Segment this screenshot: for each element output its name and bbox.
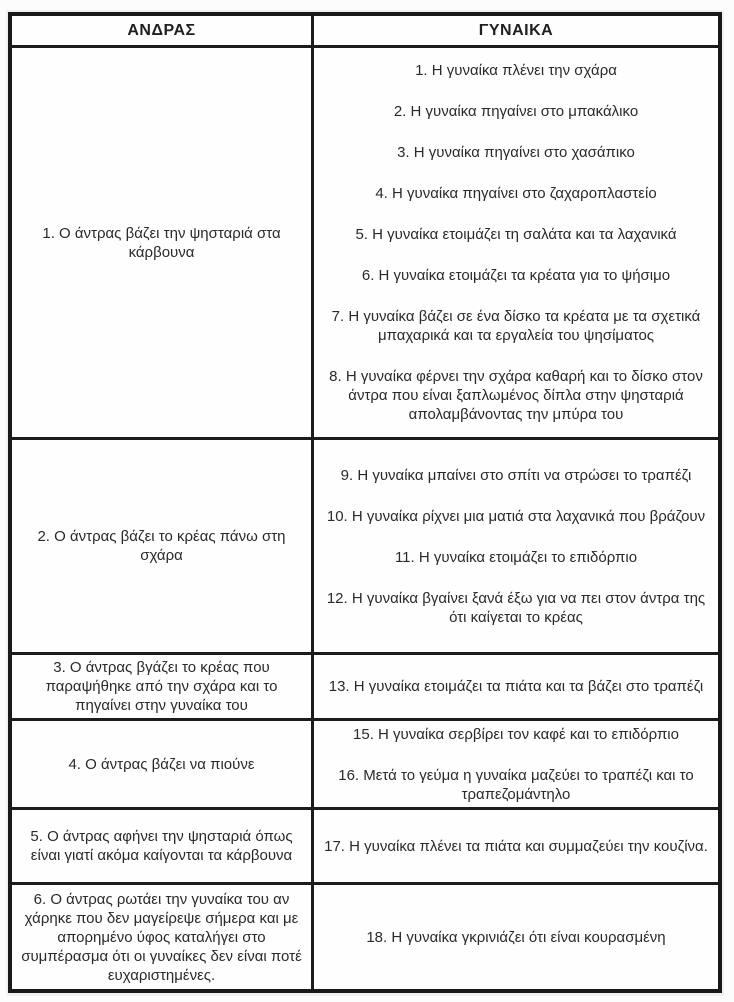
column-header-woman-label: ΓΥΝΑΙΚΑ (478, 21, 554, 39)
man-task-3: 3. Ο άντρας βγάζει το κρέας που παραψήθηκε από την σχάρα και το πηγαίνει στην γυναίκα του (45, 659, 278, 714)
man-cell-4 (12, 721, 314, 810)
woman-task-8: 8. Η γυναίκα φέρνει την σχάρα καθαρή και το δίσκο στον άντρα που είναι ξαπλωμένος δίπλα στην ψησταριά απολαμβάνοντας την μπύρα του (329, 368, 703, 423)
woman-task-11: 11. Η γυναίκα ετοιμάζει το επιδόρπιο (394, 548, 638, 566)
woman-cell-6 (314, 885, 718, 989)
woman-task-2: 2. Η γυναίκα πηγαίνει στο μπακάλικο (393, 103, 639, 120)
column-header-man-label: ΑΝΔΡΑΣ (127, 21, 196, 39)
man-task-5: 5. Ο άντρας αφήνει την ψησταριά όπως είναι γιατί ακόμα καίγονται τα κάρβουνα (30, 828, 293, 864)
woman-task-10: 10. Η γυναίκα ρίχνει μια ματιά στα λαχανικά που βράζουν (326, 507, 706, 525)
man-task-1: 1. Ο άντρας βάζει την ψησταριά στα κάρβουνα (42, 224, 281, 261)
table-grid (12, 16, 718, 989)
woman-task-16: 16. Μετά το γεύμα η γυναίκα μαζεύει το τραπέζι και το τραπεζομάντηλο (338, 766, 694, 803)
woman-task-4: 4. Η γυναίκα πηγαίνει στο ζαχαροπλαστείο (375, 185, 657, 202)
woman-task-7: 7. Η γυναίκα βάζει σε ένα δίσκο τα κρέατα με τα σχετικά μπαχαρικά και τα εργαλεία του ψησίματος (331, 308, 701, 344)
woman-task-12: 12. Η γυναίκα βγαίνει ξανά έξω για να πει στον άντρα της ότι καίγεται το κρέας (326, 589, 706, 626)
woman-task-15: 15. Η γυναίκα σερβίρει τον καφέ και το επιδόρπιο (353, 725, 679, 743)
man-cell-1 (12, 48, 314, 440)
woman-task-18: 18. Η γυναίκα γκρινιάζει ότι είναι κουρασμένη (366, 928, 666, 946)
man-task-6: 6. Ο άντρας ρωτάει την γυναίκα του αν χάρηκε που δεν μαγείρεψε σήμερα και με απορημένο ύφος καταλήγει στο συμπέρασμα ότι οι γυναίκες δεν είναι ποτέ ευχαριστημένες. (21, 890, 302, 984)
woman-cell-2 (314, 440, 718, 655)
woman-cell-5 (314, 810, 718, 885)
woman-task-17: 17. Η γυναίκα πλένει τα πιάτα και συμμαζεύει την κουζίνα. (324, 837, 708, 855)
woman-task-1: 1. Η γυναίκα πλένει την σχάρα (415, 62, 617, 79)
woman-task-6: 6. Η γυναίκα ετοιμάζει τα κρέατα για το ψήσιμο (361, 267, 671, 284)
column-header-woman (314, 16, 718, 48)
man-cell-3 (12, 655, 314, 721)
man-cell-2 (12, 440, 314, 655)
column-header-man (12, 16, 314, 48)
woman-task-13: 13. Η γυναίκα ετοιμάζει τα πιάτα και τα βάζει στο τραπέζι (328, 678, 704, 695)
man-task-4: 4. Ο άντρας βάζει να πιούνε (68, 755, 255, 773)
woman-cell-1 (314, 48, 718, 440)
chores-table (8, 12, 722, 993)
woman-cell-4 (314, 721, 718, 810)
man-task-2: 2. Ο άντρας βάζει το κρέας πάνω στη σχάρα (37, 528, 286, 564)
woman-task-3: 3. Η γυναίκα πηγαίνει στο χασάπικο (397, 144, 635, 161)
woman-task-9: 9. Η γυναίκα μπαίνει στο σπίτι να στρώσει το τραπέζι (340, 466, 692, 484)
man-cell-6 (12, 885, 314, 989)
woman-cell-3 (314, 655, 718, 721)
man-cell-5 (12, 810, 314, 885)
woman-task-5: 5. Η γυναίκα ετοιμάζει τη σαλάτα και τα λαχανικά (355, 226, 677, 243)
